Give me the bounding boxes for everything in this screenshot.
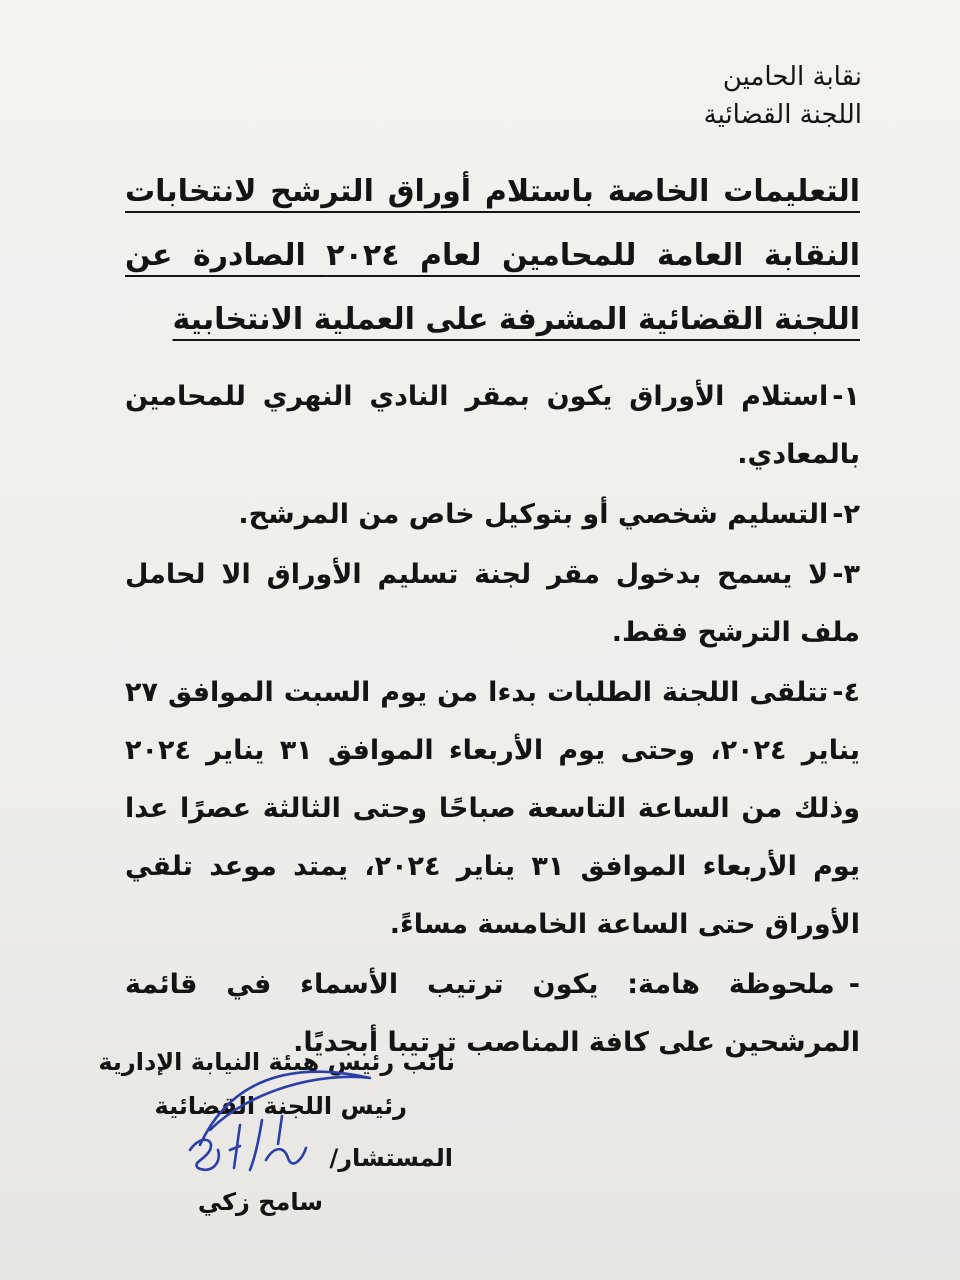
committee-name: اللجنة القضائية [703, 100, 862, 130]
signatory-name: سامح زكي [197, 1188, 323, 1216]
item-text: تتلقى اللجنة الطلبات بدءا من يوم السبت الموافق ٢٧ يناير ٢٠٢٤، وحتى يوم الأربعاء الموافق ٣١ يناير ٢٠٢٤ وذلك من الساعة التاسعة صباحًا وحتى الثالثة عصرًا عدا يوم الأربعاء الموافق ٣١ يناير ٢٠٢٤، يمتد موعد تلقي الأوراق حتى الساعة الخامسة مساءً. [125, 677, 860, 940]
item-number: ٢- [832, 499, 860, 530]
document-title-text: التعليمات الخاصة باستلام أوراق الترشح لانتخابات النقابة العامة للمحامين لعام ٢٠٢٤ الصادرة عن اللجنة القضائية المشرفة على العملية الانتخابية [125, 174, 860, 337]
item-text: لا يسمح بدخول مقر لجنة تسليم الأوراق الا لحامل ملف الترشح فقط. [125, 559, 860, 648]
instructions-list [125, 368, 860, 1074]
item-number: ٤- [832, 677, 860, 708]
item-number: ٣- [832, 559, 860, 590]
letterhead [704, 58, 862, 134]
item-number: ١- [832, 381, 860, 412]
item-text: التسليم شخصي أو بتوكيل خاص من المرشح. [238, 499, 829, 530]
signatory-role: رئيس اللجنة القضائية [154, 1092, 407, 1120]
signatory-honorific: المستشار/ [329, 1144, 453, 1172]
handwritten-signature [170, 1050, 380, 1180]
item-text: استلام الأوراق يكون بمقر النادي النهري للمحامين بالمعادي. [125, 381, 860, 470]
list-item [125, 546, 860, 662]
organization-name: نقابة الحامين [722, 62, 862, 92]
signatory-title: نائب رئيس هيئة النيابة الإدارية [98, 1048, 455, 1076]
document-title [125, 160, 860, 352]
note-text: ملحوظة هامة: يكون ترتيب الأسماء في قائمة المرشحين على كافة المناصب ترتيبا أبجديًا. [125, 969, 860, 1058]
list-item [125, 664, 860, 954]
list-item [125, 486, 860, 544]
note-dash: - [848, 969, 860, 1000]
list-item [125, 368, 860, 484]
